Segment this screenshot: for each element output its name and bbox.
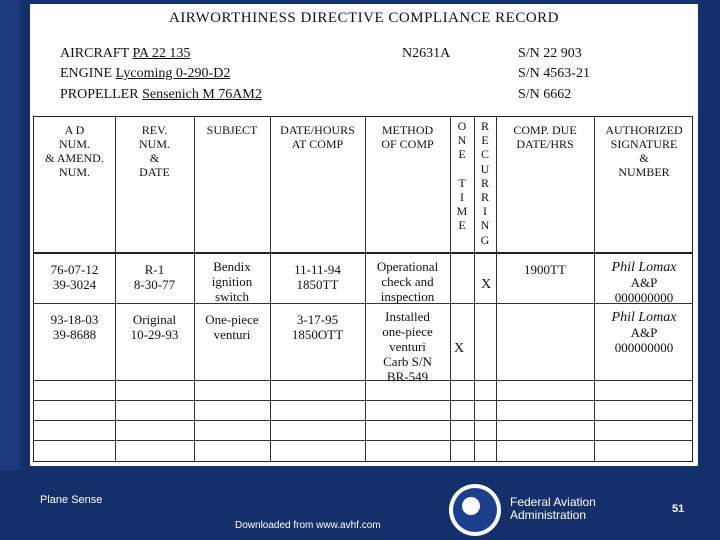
header-ad-number-text: A D NUM. & AMEND. NUM. [45,123,104,179]
header-divider [34,252,692,254]
aircraft-serial: S/N 22 903 [518,46,582,61]
faa-seal-icon [449,484,501,536]
header-ad-number [34,123,115,179]
row2-revision: Original 10-29-93 [130,312,179,342]
row-divider [34,440,692,441]
row2-signature-cert: A&P [630,325,658,340]
header-method [365,123,450,151]
faa-wordmark-line1: Federal Aviation [510,495,596,509]
record-title: AIRWORTHINESS DIRECTIVE COMPLIANCE RECORD [168,10,560,26]
header-revision-text: REV. NUM. & DATE [138,123,170,179]
row2-date-hours: 3-17-95 1850OTT [291,312,344,342]
row2-signature-number: 000000000 [614,340,674,355]
header-date-hours [270,123,365,151]
column-divider [496,117,497,461]
propeller-serial: S/N 6662 [518,87,572,102]
propeller-value: Sensenich M 76AM2 [142,87,262,102]
row-divider [34,400,692,401]
row1-signature-cert: A&P [630,275,658,290]
compliance-table [33,116,693,462]
row1-method: Operational check and inspection [376,259,439,304]
row-divider [34,380,692,381]
page-number: 51 [672,503,685,515]
row1-date-hours: 11-11-94 1850TT [294,262,341,292]
row1-signature [594,260,694,305]
engine-value: Lycoming 0-290-D2 [115,66,231,81]
header-recurring [474,119,496,247]
propeller-label: PROPELLER [60,87,139,102]
faa-seal-center [462,497,480,515]
header-one-time-text: O N E T I M E [456,119,468,233]
footer-plane-sense: Plane Sense [40,494,103,506]
registration-number: N2631A [402,46,451,61]
header-comp-due [496,123,594,151]
header-method-text: METHOD OF COMP [381,123,434,151]
row2-subject: One-piece venturi [205,312,259,342]
header-comp-due-text: COMP. DUE DATE/HRS [513,123,577,151]
row2-signature-name: Phil Lomax [611,310,677,325]
left-accent-bar [0,0,20,470]
row2-signature [594,310,694,355]
header-date-hours-text: DATE/HOURS AT COMP [280,123,355,151]
row1-recurring-mark: X [481,277,492,292]
propeller-line [60,87,262,103]
row2-one-time-mark: X [454,341,465,356]
header-authorized-signature-text: AUTHORIZED SIGNATURE & NUMBER [605,123,683,179]
header-one-time [450,119,474,233]
faa-wordmark [510,496,596,522]
footer-download-source: Downloaded from www.avhf.com [235,520,381,531]
row1-signature-name: Phil Lomax [611,260,677,275]
row1-subject: Bendix ignition switch [211,259,253,304]
header-authorized-signature [594,123,694,179]
row2-ad-number: 93-18-03 39-8688 [50,312,99,342]
header-subject [194,123,270,137]
faa-wordmark-line2: Administration [510,508,587,522]
engine-line [60,66,230,82]
aircraft-line [60,46,190,62]
aircraft-label: AIRCRAFT [60,46,129,61]
row1-revision: R-1 8-30-77 [133,262,176,292]
header-recurring-text: R E C U R R I N G [480,119,490,247]
engine-serial: S/N 4563-21 [518,66,590,81]
aircraft-value: PA 22 135 [132,46,191,61]
row1-signature-number: 000000000 [614,290,674,305]
header-subject-text: SUBJECT [206,123,258,137]
row1-ad-number: 76-07-12 39-3024 [50,262,99,292]
header-revision [115,123,194,179]
row1-comp-due: 1900TT [524,262,566,277]
compliance-record-document [30,4,698,466]
engine-label: ENGINE [60,66,113,81]
row-divider [34,420,692,421]
row2-method: Installed one-piece venturi Carb S/N BR-549 [382,309,433,384]
